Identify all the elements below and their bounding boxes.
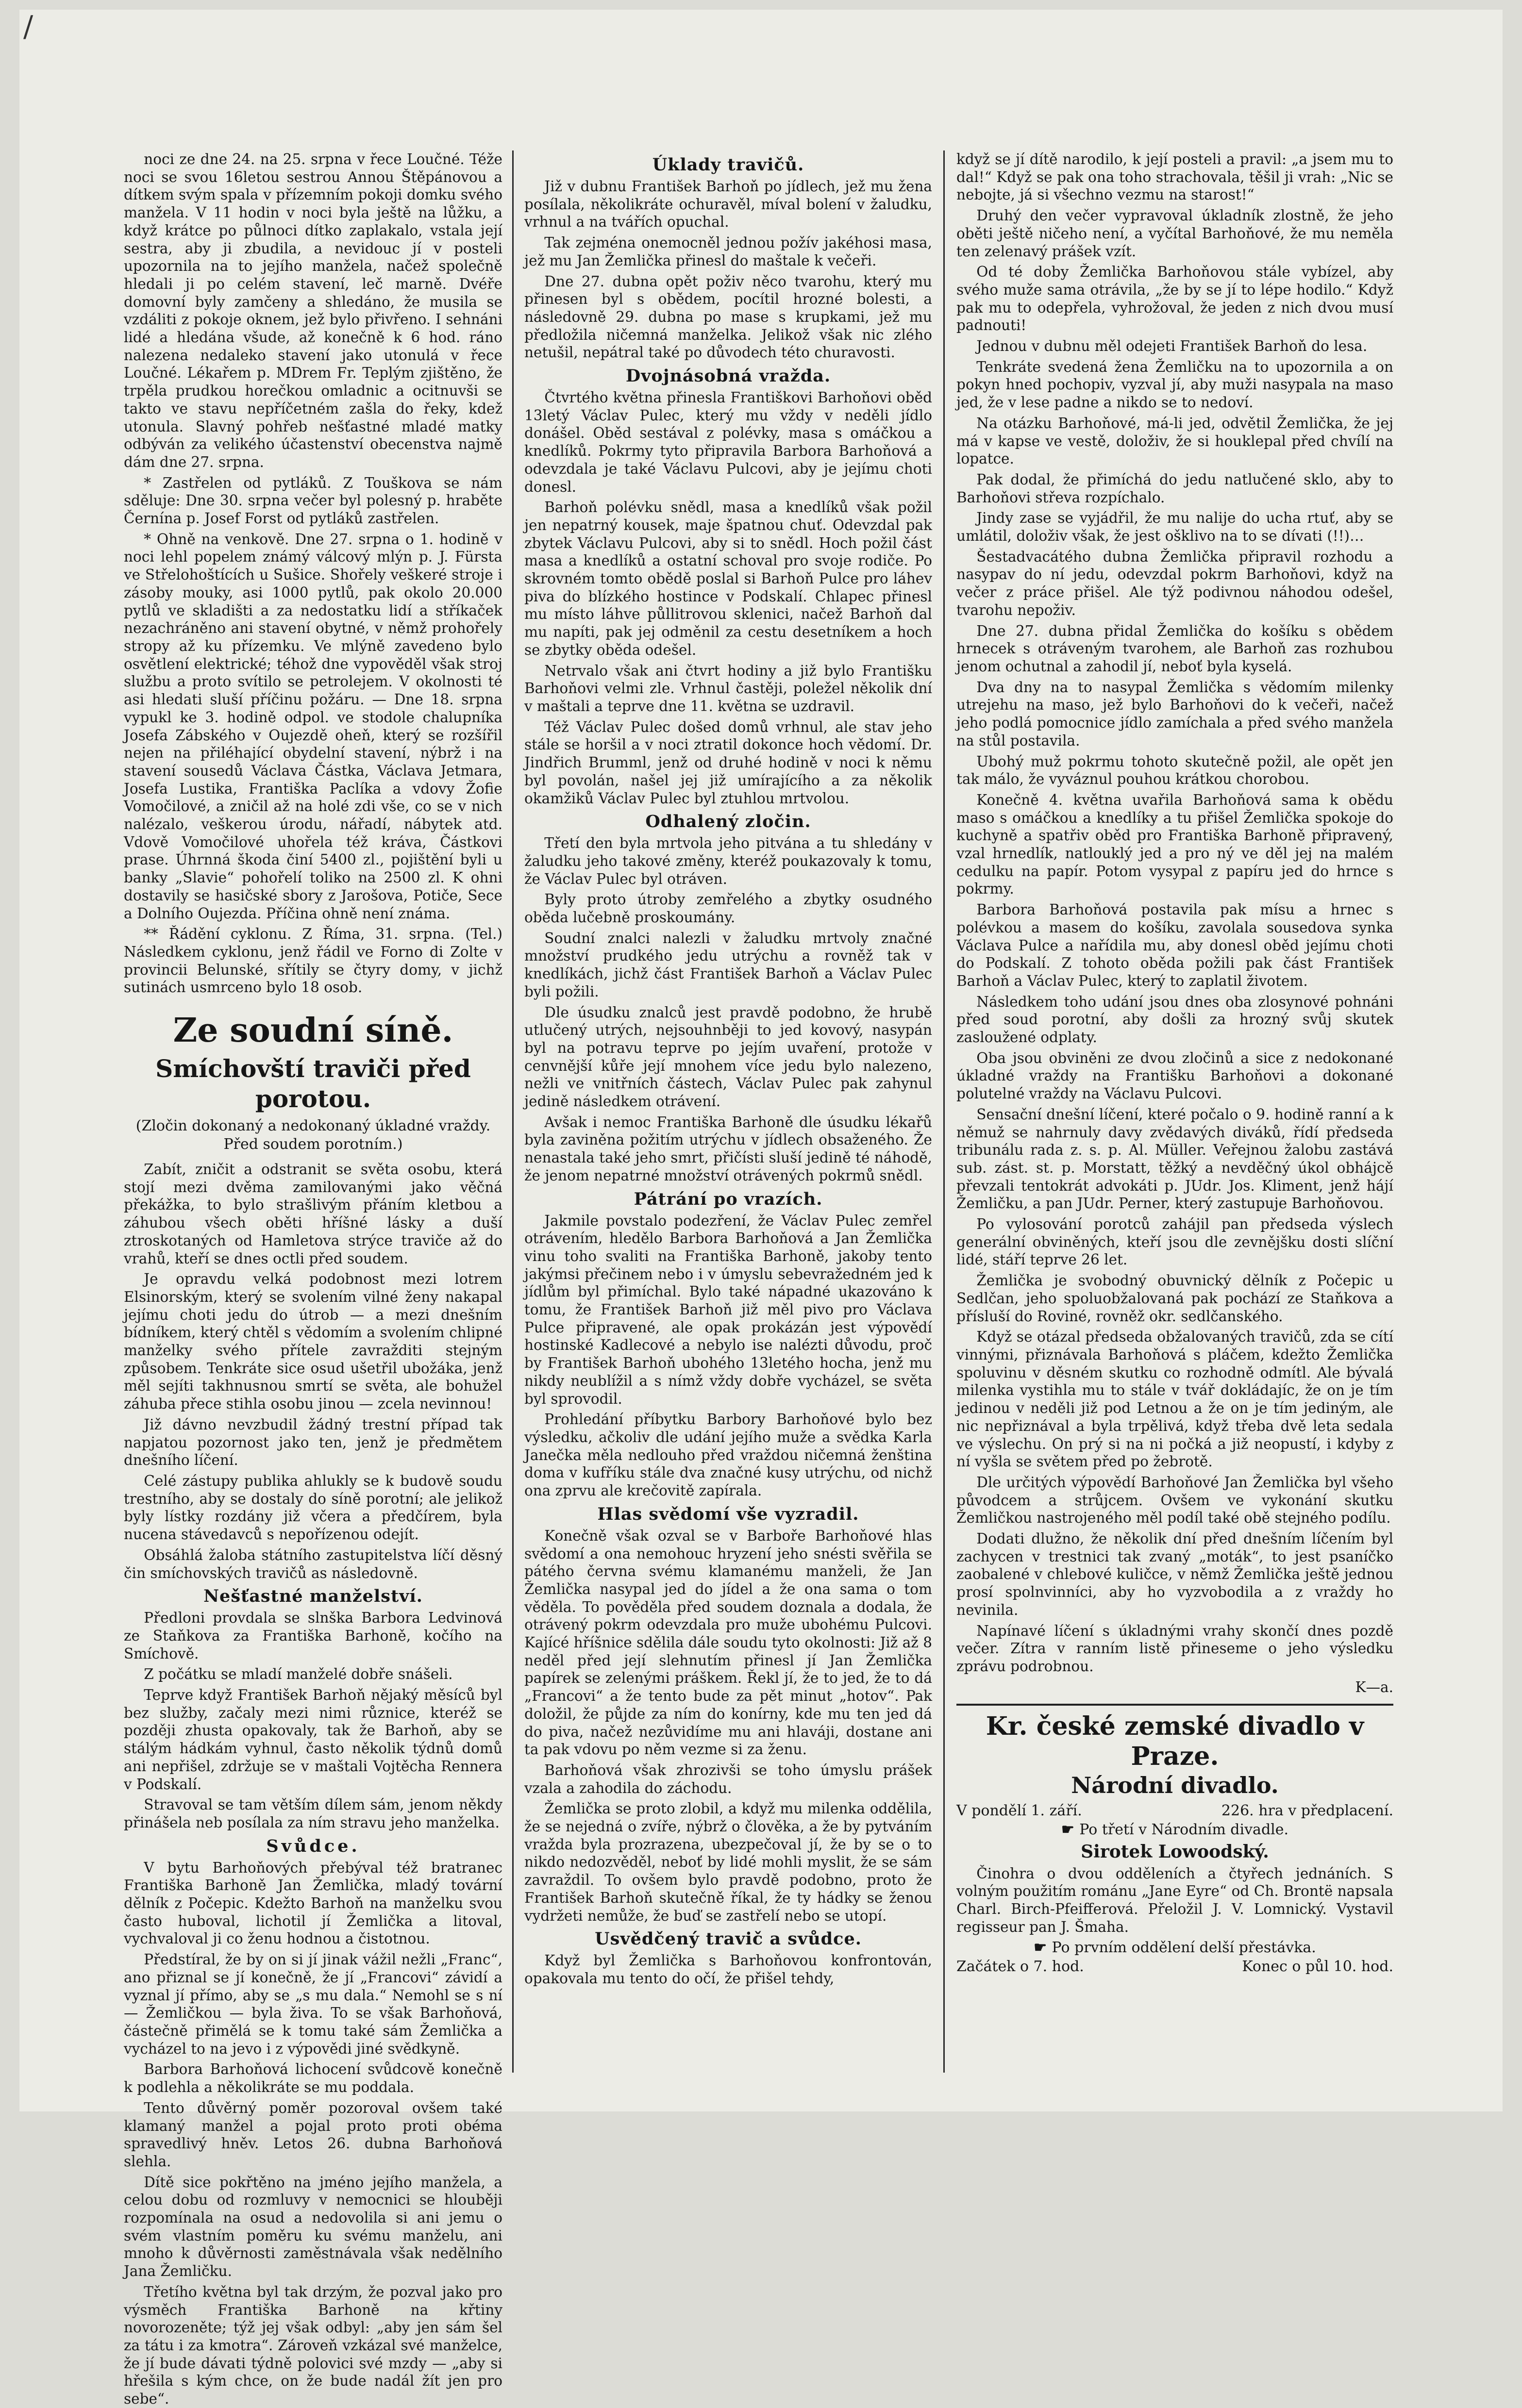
article-paragraph: Stravoval se tam větším dílem sám, jenom někdy přinášela neb posílala za ním stravu jeho manželka. [124, 1796, 502, 1831]
article-paragraph: Barbora Barhoňová postavila pak mísu a hrnec s polévkou a masem do košíku, zavolala sousedova synka Václava Pulce a nařídila mu, aby donesl oběd jejímu choti do Podskalí. Z tohoto oběda požili pak část František Barhoň a Václav Pulec, který to zaplatil životem. [956, 901, 1393, 989]
author-signature: K—a. [1355, 1678, 1393, 1695]
article-paragraph: Jakmile povstalo podezření, že Václav Pulec zemřel otrávením, hledělo Barbora Barhoňová a Jan Žemlička vinu toho svaliti na Františka Barhoně, jakoby tento jakýmsi přečinem nebo i v úmyslu sebevražedném jed k jídlům byl přimíchal. Bylo také nápadné ukazováno k tomu, že František Barhoň již měl pivo pro Václava Pulce připravené, ale opak prokázán jest výpovědí hostinské Kadlecové a nebylo ise nalézti důvodu, proč by František Barhoň ubohého 13letého hocha, jenž mu nikdy neublížil a s nímž vždy dobře vycházel, se světa byl sprovodil. [524, 1212, 932, 1407]
article-paragraph: Dítě sice pokřtěno na jméno jejího manžela, a celou dobu od rozmluvy v nemocnici se hlouběji rozpomínala na osud a nedovolila si ani jemu o svém vlastním poměru ku svému manželu, ani mnoho k důvěrnosti zaměstnávala však nedělního Jana Žemličku. [124, 2174, 502, 2280]
article-paragraph: Konečně však ozval se v Barboře Barhoňové hlas svědomí a ona nemohouc hryzení jeho snésti svěřila se pátého června svému klamanému manželi, že Jan Žemlička nasypal jed do jídel a že ona sama o tom věděla. To pověděla před soudem doznala a dodala, že otrávený pokrm odevzdala pro muže ubohému Pulcovi. Kajícé hříšnice sdělila dále soudu tyto okolnosti: Již až 8 neděl před její slehnutím přinesl jí Jan Žemlička papírek se zelenými práškem. Řekl jí, že to jed, že to dá „Francovi“ a že tento bude za pět minut „hotov“. Pak doložil, že půjde za ním do konírny, kde mu ten jed dá do piva, načež nezůvidíme mu ani hlaváji, dostane ani ta pak vdovu po něm vezme si za ženu. [524, 1527, 932, 1758]
article-paragraph: Již dávno nevzbudil žádný trestní případ tak napjatou pozornost jako ten, jenž je předmětem dnešního líčení. [124, 1416, 502, 1469]
article-paragraph: když se jí dítě narodilo, k její posteli a pravil: „a jsem mu to dal!“ Když se pak ona toho strachovala, těšil ji vrah: „Nic se nebojte, já si všechno vezmu na starost!“ [956, 151, 1393, 203]
article-paragraph: Ubohý muž pokrmu tohoto skutečně požil, ale opět jen tak málo, že vyváznul pouhou krátkou chorobou. [956, 753, 1393, 788]
article-subheadline: (Zločin dokonaný a nedokonaný úkladné vraždy. Před soudem porotním.) [135, 1117, 491, 1153]
article-paragraph: Po vylosování porotců zahájil pan předseda výslech generální obviněných, kteří jsou dle zevnějšku dosti slíční lidé, stáří teprve 26 let. [956, 1216, 1393, 1268]
article-paragraph: Též Václav Pulec došed domů vrhnul, ale stav jeho stále se horšil a v noci ztratil dokonce hoch vědomí. Dr. Jindřich Brumml, jenž od druhé hodině v noci k němu byl povolán, našel jej již umírajícího a za několik okamžiků Václav Pulec byl ztuhlou mrtvolou. [524, 718, 932, 807]
article-paragraph: Teprve když František Barhoň nějaký měsíců byl bez služby, začaly mezi nimi různice, kteréž se později zhusta opakovaly, tak že Barhoň, aby se stálým hádkám vyhnul, často několik týdnů domů ani nepřišel, zdržuje se v maštali Vojtěcha Rennera v Podskalí. [124, 1687, 502, 1793]
article-paragraph: * Zastřelen od pytláků. Z Touškova se nám sděluje: Dne 30. srpna večer byl polesný p. hraběte Černína p. Josef Forst od pytláků zastřelen. [124, 474, 502, 527]
theatre-intermission: Po prvním oddělení delší přestávka. [1052, 1939, 1316, 1957]
article-paragraph: Zabít, zničit a odstranit se světa osobu, která stojí mezi dvěma zamilovanými jako věčná překážka, to bylo strašlivým přáním kletbou a záhubou všech oběti hříšné lásky a duší ztroskotaných od Hamletova strýce traviče až do vrahů, kteří se dnes octli před soudem. [124, 1161, 502, 1267]
section-heading: Dvojnásobná vražda. [625, 366, 831, 386]
article-paragraph: Čtvrtého května přinesla Františkovi Barhoňovi oběd 13letý Václav Pulec, který mu vždy v neděli jídlo donášel. Oběd sestával z polévky, masa s omáčkou a knedlíků. Pokrmy tyto připravila Barbora Barhoňová a odevzdala je také Václavu Pulcovi, aby je jejímu choti donesl. [524, 389, 932, 495]
article-paragraph: Jindy zase se vyjádřil, že mu nalije do ucha rtuť, aby se umlátil, doloživ však, že jest ošklivo na to se dívati (!!)… [956, 510, 1393, 545]
article-paragraph: Tento důvěrný poměr pozoroval ovšem také klamaný manžel a pojal proto proti obéma spravedlivý hněv. Letos 26. dubna Barhoňová slehla. [124, 2099, 502, 2170]
article-paragraph: Netrvalo však ani čtvrt hodiny a již bylo Františku Barhoňovi velmi zle. Vrhnul častěji, poležel několik dní v maštali a teprve dne 11. května se uzdravil. [524, 662, 932, 714]
theatre-start: Začátek o 7. hod. [956, 1958, 1084, 1976]
article-paragraph: Dne 27. dubna opět poživ něco tvarohu, který mu přinesen byl s obědem, pocítil hrozné bolesti, a následovně 29. dubna po mase s krupkami, jež mu předložila ničemná manželka. Jelikož však nic zlého netušil, nepátral také po důvodech této churavosti. [524, 273, 932, 361]
theatre-note: Po třetí v Národním divadle. [1079, 1821, 1289, 1838]
theatre-title: Kr. české zemské divadlo v Praze. [986, 1711, 1364, 1771]
theatre-subscription: 226. hra v předplacení. [1221, 1802, 1393, 1819]
article-paragraph: Předstíral, že by on si jí jinak vážil nežli „Franc“, ano přiznal se jí konečně, že jí „Francovi“ závidí a vyznal jí přímo, aby se „s mu dala.“ Nemohl se s ní — Žemličkou — byla živa. To se však Barhoňová, částečně přimělá se k tomu také sám Žemlička a vycházel to na jevo i z výpovědi jiné svědkyně. [124, 1951, 502, 2057]
article-paragraph: Třetí den byla mrtvola jeho pitvána a tu shledány v žaludku jeho takové změny, kteréž poukazovaly k tomu, že Václav Pulec byl otráven. [524, 835, 932, 887]
section-heading: Úklady travičů. [652, 155, 804, 175]
theatre-subtitle: Národní divadlo. [1071, 1772, 1279, 1798]
theatre-note-row [956, 1821, 1393, 1839]
theatre-date-row [956, 1802, 1393, 1820]
article-paragraph: Soudní znalci nalezli v žaludku mrtvoly značné množství prudkého jedu utrýchu a rovněž tak v knedlíkách, jichž část František Barhoň a Václav Pulec byli požili. [524, 930, 932, 1000]
article-paragraph: Jednou v dubnu měl odejeti František Barhoň do lesa. [976, 338, 1368, 355]
article-paragraph: Předloni provdala se slnška Barbora Ledvinová ze Staňkova za Františka Barhoně, kočího na Smíchově. [124, 1610, 502, 1662]
article-paragraph: Když se otázal předseda obžalovaných travičů, zda se cítí vinnými, přiznávala Barhoňová s pláčem, kdežto Žemlička spoluvinu v děsném skutku co rozhodně odmítl. Ale bývalá milenka vystihla mu to stále v tvář dokládajíc, že on je tím jedinou v neděli již pod Letnou a že on je tím jediným, ale nic nepřiznával a byla trpělivá, když třeba dvě leta sedala ve výslechu. On prý si na ni počká a již neopustí, i kdyby z ní vyšla se světem před po žebrotě. [956, 1329, 1393, 1470]
article-paragraph: noci ze dne 24. na 25. srpna v řece Loučné. Téže noci se svou 16letou sestrou Annou Štěpánovou a dítkem svým spala v přízemním pokoji domku svého manžela. V 11 hodin v noci byla ještě na lůžku, a když krátce po půlnoci dítko zaplakalo, vstala její sestra, aby ji zbudila, a nevidouc jí v posteli upozornila na to jejího manžela, načež společně hledali ji po celém stavení, leč marně. Dvéře domovní byly zamčeny a shledáno, že musila se vzdáliti z pokoje oknem, jež bylo přivřeno. I sehnáni lidé a hledána všude, až konečně k 6 hod. ráno nalezena nedaleko stavení jako utonulá v řece Loučné. Lékařem p. MDrem Fr. Teplým zjištěno, že trpěla prudkou horečkou omladnic a ocitnuvši se takto ve stavu nepříčetném zašla do řeky, kdež utonula. Slavný pohřeb nešťastné mladé matky odbýván za velikého účastenství obecenstva najmě dám dne 27. srpna. [124, 151, 502, 470]
theatre-description: Činohra o dvou odděleních a čtyřech jednáních. S volným použitím románu „Jane Eyre“ od Ch. Brontë napsala Charl. Birch-Pfeifferová. Přeložil J. V. Lomnický. Vystavil regisseur pan J. Šmaha. [956, 1865, 1393, 1935]
article-paragraph: Oba jsou obviněni ze dvou zločinů a sice z nedokonané úkladné vraždy na Františku Barhoňovi a dokonané polutelné vraždy na Václavu Pulcovi. [956, 1049, 1393, 1102]
article-paragraph: Dne 27. dubna přidal Žemlička do košíku s obědem hrnecek s otráveným tvarohem, ale Barhoň zas rozhubou jenom ochutnal a zahodil jí, neboť byla kyselá. [956, 622, 1393, 675]
article-paragraph: Tenkráte svedená žena Žemličku na to upozornila a on pokyn hned pochopiv, vyzval jí, aby muži nasypala na maso jed, že v lese padne a nikdo se to nedoví. [956, 358, 1393, 411]
column-2 [524, 150, 932, 2082]
pointing-hand-icon: ☛ [1061, 1821, 1080, 1838]
newspaper-page [19, 10, 1503, 2408]
article-paragraph: Sensační dnešní líčení, které počalo o 9. hodině ranní a k němuž se nahrnuly davy zvědavých diváků, řídí předseda tribunálu rada z. s. p. Al. Müller. Veřejnou žalobu zastává sub. zást. st. p. Morstatt, těžký a nevděčný úkol obhájcě převzali tentokrát advokáti p. JUdr. Jos. Kliment, jenž hájí Žemličku, a pan JUdr. Perner, který zastupuje Barhoňovou. [956, 1106, 1393, 1212]
article-paragraph: Tak zejména onemocněl jednou požív jakéhosi masa, jež mu Jan Žemlička přinesl do maštale k večeři. [524, 234, 932, 269]
theatre-intermission-row [956, 1939, 1393, 1957]
theatre-end: Konec o půl 10. hod. [1242, 1958, 1393, 1976]
section-heading: Pátrání po vrazích. [634, 1189, 823, 1209]
article-paragraph: Barbora Barhoňová lichocení svůdcově konečně k podlehla a několikráte se mu poddala. [124, 2061, 502, 2096]
column-3-articles [956, 150, 1393, 1696]
article-paragraph: Druhý den večer vypravoval úkladník zlostně, že jeho oběti ještě ničeho není, a vyčítal Barhoňové, že mu neměla ten zelenavý prášek vzít. [956, 207, 1393, 260]
article-paragraph: Avšak i nemoc Františka Barhoně dle úsudku lékařů byla zaviněna požitím utrýchu v jídlech obsaženého. Že nenastala také jeho smrt, přičísti sluší jedině té náhodě, že jenom nepatrné množství otrávených pokrmů snědl. [524, 1113, 932, 1184]
article-paragraph: Pak dodal, že přimíchá do jedu natlučené sklo, aby to Barhoňovi střeva rozpíchalo. [956, 471, 1393, 506]
article-paragraph: Barhoňová však zhrozivši se toho úmyslu prášek vzala a zahodila do záchodu. [524, 1761, 932, 1796]
column-rule [512, 150, 514, 2073]
article-paragraph: Na otázku Barhoňové, má-li jed, odvětil Žemlička, že jej má v kapse ve vestě, doloživ, že si houklepal před chvílí na lopatce. [956, 415, 1393, 467]
pointing-hand-icon: ☛ [1034, 1939, 1052, 1957]
article-paragraph: Šestadvacátého dubna Žemlička připravil rozhodu a nasypav do ní jedu, odevzdal pokrm Barhoňovi, když na večer z práce přišel. Ale týž podivnou náhodou odešel, tvarohu nepoživ. [956, 548, 1393, 618]
article-paragraph: Prohledání příbytku Barbory Barhoňové bylo bez výsledku, ačkoliv dle udání jejího muže a svědka Karla Janečka měla nedlouho před vraždou ničemná ženština doma v kufříku stále dva značné kusy utrýchu, od nichž ona zprvu ale krečovitě zapírala. [524, 1411, 932, 1499]
article-paragraph: Z počátku se mladí manželé dobře snášeli. [144, 1666, 453, 1683]
article-paragraph: Následkem toho udání jsou dnes oba zlosynové pohnáni před soud porotní, aby došli za hrozný svůj skutek zasloužené odplaty. [956, 993, 1393, 1046]
article-paragraph: Třetího května byl tak drzým, že pozval jako pro výsměch Františka Barhoně na křtiny novorozeněte; týž jej však odbyl: „aby jen sám šel za tátu i za kmotra“. Zároveň vzkázal své manželce, že jí bude dávati týdně polovici své mzdy — „aby si hřešila s kým chce, on že bude nadál žít jen pro sebe“. [124, 2283, 502, 2408]
article-paragraph: Dodati dlužno, že několik dní před dnešním líčením byl zachycen v trestnici tak zvaný „moták“, to jest psaníčko zaobalené v chlebové kuličce, v němž Žemlička ještě jednou prosí spolnvinníci, aby ho vyzvobodila a z vraždy ho nevinila. [956, 1530, 1393, 1618]
article-paragraph: V bytu Barhoňových přebýval též bratranec Františka Barhoně Jan Žemlička, mladý tovární dělník z Počepic. Kdežto Barhoň na manželku svou často huboval, lichotil jí Žemlička a litoval, vychvaloval ji co ženu hodnou a čistotnou. [124, 1859, 502, 1947]
article-paragraph: Od té doby Žemlička Barhoňovou stále vybízel, aby svého muže sama otrávila, „že by se jí to lépe hodilo.“ Když pak mu to odepřela, vyhrožoval, že jeden z nich dvou musí padnouti! [956, 264, 1393, 334]
section-heading: Svůdce. [266, 1836, 360, 1856]
theatre-play-title: Sirotek Lowoodský. [1081, 1841, 1269, 1862]
article-paragraph: Když byl Žemlička s Barhoňovou konfrontován, opakovala mu tento do očí, že přišel tehdy, [524, 1952, 932, 1987]
article-paragraph: Již v dubnu František Barhoň po jídlech, jež mu žena posílala, několikráte ochuravěl, míval bolení v žaludku, vrhnul a na tvářích opuchal. [524, 178, 932, 231]
article-paragraph: Dle určitých výpovědí Barhoňové Jan Žemlička byl všeho původcem a strůjcem. Ovšem ve vykonání skutku Žemličkou nastrojeného měl podíl také obě stejného podílu. [956, 1474, 1393, 1527]
column-rule [943, 150, 945, 2073]
article-paragraph: Napínavé líčení s úkladnými vrahy skončí dnes pozdě večer. Zítra v ranním listě přineseme o jeho výsledku zprávu podrobnou. [956, 1622, 1393, 1675]
article-paragraph: Žemlička je svobodný obuvnický dělník z Počepic u Sedlčan, jeho spoluobžalovaná pak pochází ze Staňkova a přísluší do Roviné, rovněž okr. sedlčanského. [956, 1272, 1393, 1325]
section-heading: Hlas svědomí vše vyzradil. [597, 1504, 859, 1524]
article-paragraph: Byly proto útroby zemřelého a zbytky osudného oběda lučebně proskoumány. [524, 891, 932, 926]
article-paragraph: * Ohně na venkově. Dne 27. srpna o 1. hodině v noci lehl popelem známý válcový mlýn p. J. Fürsta ve Střelohoštících u Sušice. Shořely veškeré stroje i zásoby mouky, asi 1000 pytlů, pak okolo 20.000 pytlů ve skladišti a za nedostatku lidí a stříkaček nezachráněno ani stavení obytné, v němž prohořely stropy až ku přízemku. Ve mlýně zavedeno bylo osvětlení elektrické; téhož dne vypověděl však stroj službu a proto svítilo se petrolejem. V okolnosti té asi hledati sluší příčinu požáru. — Dne 18. srpna vypukl ke 3. hodině odpol. ve stodole chalupníka Josefa Zábského v Oujezdě oheň, který se rozšířil nejen na přiléhající obydelní stavení, nýbrž i na stavení sousedů Václava Částka, Václava Jetmara, Josefa Lustika, Františka Paclíka a vdovy Žofie Vomočilové, a zničil až na holé zdi vše, co se v nich nalézalo, veškerou úrodu, nářadí, nábytek atd. Vdově Vomočilové uhořela též kráva, Částkovi prase. Úhrnná škoda činí 5400 zl., pojištění byli u banky „Slavie“ pohořelí toliko na 2500 zl. K ohni dostavily se hasičské sbory z Jarošova, Potiče, Sece a Dolního Oujezda. Příčina ohně není známa. [124, 531, 502, 922]
theatre-times-row [956, 1958, 1393, 1976]
article-paragraph: ** Řádění cyklonu. Z Říma, 31. srpna. (Tel.) Následkem cyklonu, jenž řádil ve Forno di Zolte v provincii Belunské, sřítily se čtyry domy, v jichž sutinách usmrceno bylo 18 osob. [124, 926, 502, 996]
article-paragraph: Konečně 4. května uvařila Barhoňová sama k obědu maso s omáčkou a knedlíky a tu přišel Žemlička spokoje do kuchyně a spatřiv oběd pro Františka Barhoně připravený, vzal hrnedlík, natlouklý jed a pro ný ve děl jej na malém cedulku na papír. Potom vysypal z papíru jed do hrnce s pokrmy. [956, 791, 1393, 897]
column-3 [956, 150, 1393, 2082]
article-paragraph: Obsáhlá žaloba státního zastupitelstva líčí děsný čin smíchovských travičů as následovně. [124, 1546, 502, 1581]
article-paragraph: Žemlička se proto zlobil, a když mu milenka oddělila, že se nejedná o zvíře, nýbrž o člověka, a že by pytváním vražda byla prozrazena, ubezpečoval jí, že by se o to nikdo nedozvěděl, neboť by lidé mohli myslit, že se sám zavraždil. To ovšem bylo pravdě podobno, proto že František Barhoň skutečně říkal, že ty hádky se ženou vydržeti nemůže, že buď se zastřelí nebo se utopí. [524, 1800, 932, 1924]
corner-mark: / [23, 10, 33, 44]
article-paragraph: Celé zástupy publika ahlukly se k budově soudu trestního, aby se dostaly do síně porotní; ale jelikož byly lístky rozdány již včera a předčírem, byla nucena stávedavců s nepořízenou odejít. [124, 1473, 502, 1543]
article-headline: Smíchovští traviči před porotou. [155, 1054, 471, 1113]
column-1 [124, 150, 502, 2408]
section-heading: Odhalený zločin. [645, 812, 811, 832]
section-title: Ze soudní síně. [173, 1011, 453, 1050]
article-paragraph: Dva dny na to nasypal Žemlička s vědomím milenky utrejehu na maso, jež bylo Barhoňovi do k večeři, načež jeho podlá pomocnice jídlo zamíchala a před svého manžela na stůl postavila. [956, 679, 1393, 749]
section-heading: Nešťastné manželství. [203, 1586, 423, 1607]
article-paragraph: Dle úsudku znalců jest pravdě podobno, že hrubě utlučený utrých, nejsouhnběji to jed kovový, nasypán byl na potravu teprve po jejím uvaření, protože v cenvnější kůře její mnohem více jedu bylo nalezeno, nežli ve vnitřních částech, Václav Pulec pak zahynul jedině následkem otrávení. [524, 1004, 932, 1110]
theatre-date: V pondělí 1. září. [956, 1802, 1082, 1819]
section-heading: Usvědčený travič a svůdce. [595, 1929, 862, 1949]
article-paragraph: Je opravdu velká podobnost mezi lotrem Elsinorským, který se svolením vilné ženy nakapal jejímu choti jedu do útrob — a mezi dnešním bídníkem, který chtěl s vědomím a svolením chlipné manželky svého přítele zavražditi stejným způsobem. Tenkráte sice osud ušetřil ubožáka, jenž měl sejíti takhnusnou smrtí se světa, ale bohužel záhuba přece stihla osobu jinou — zcela nevinnou! [124, 1271, 502, 1412]
theatre-announcement [956, 1704, 1393, 1976]
article-paragraph: Barhoň polévku snědl, masa a knedlíků však požil jen nepatrný kousek, maje špatnou chuť. Odevzdal pak zbytek Václavu Pulcovi, aby si to snědl. Hoch požil část masa a knedlíků a ostatní schoval pro svoje rodiče. Po skrovném tomto obědě poslal si Barhoň Pulce pro láhev piva do blízkého hostince v Podskalí. Chlapec přinesl mu místo láhve půllitrovou sklenici, načež Barhoň dal mu napíti, pak jej odměnil za cestu desetníkem a hoch se zbytky oběda odešel. [524, 499, 932, 658]
